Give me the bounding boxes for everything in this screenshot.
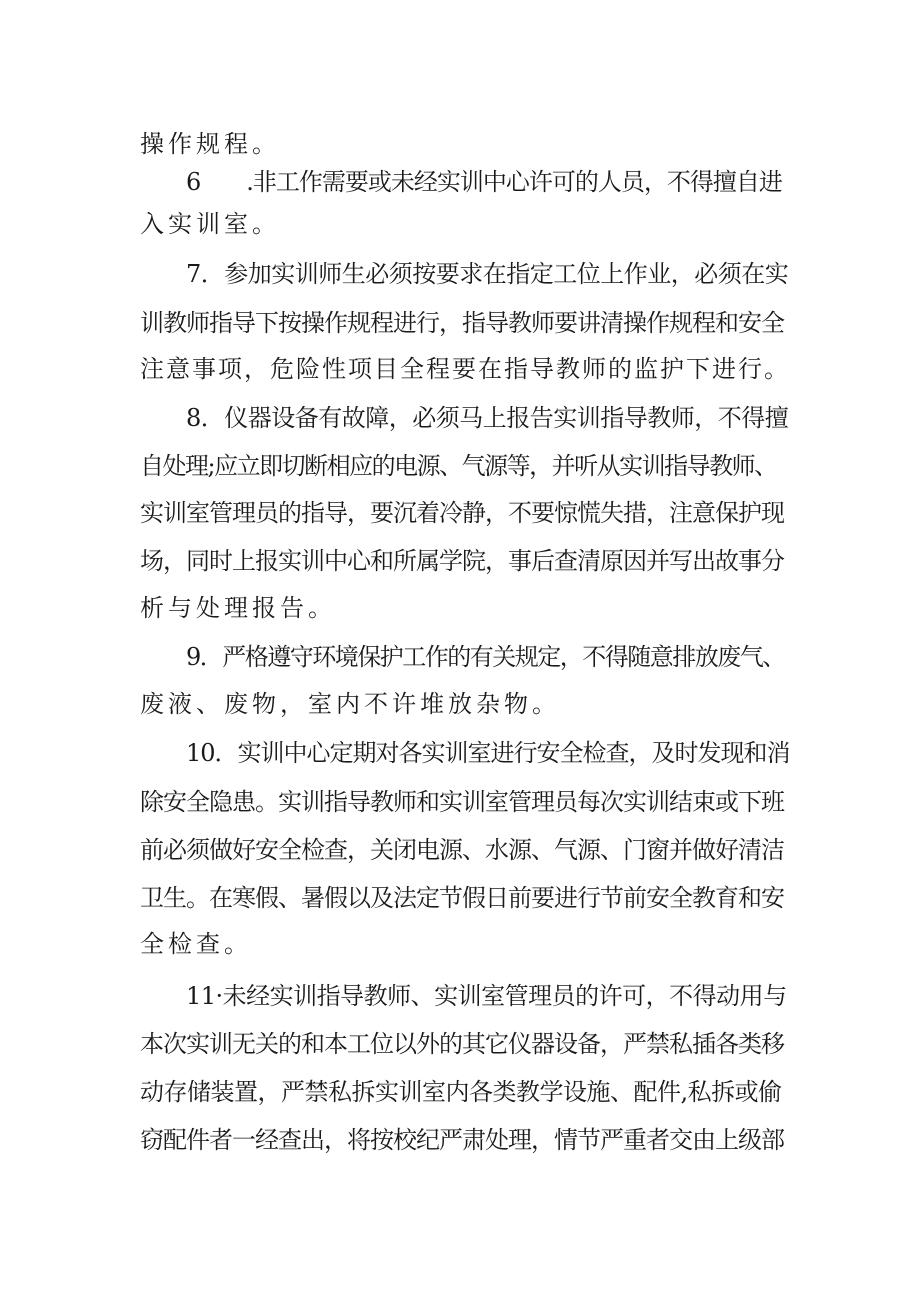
text-line: 本次实训无关的和本工位以外的其它仪器设备，严禁私插各类移 (140, 1030, 784, 1058)
text-line: 实训室管理员的指导，要沉着冷静，不要惊慌失措，注意保护现 (140, 499, 784, 527)
text-line: 卫生。在寒假、暑假以及法定节假日前要进行节前安全教育和安 (140, 884, 784, 912)
text-line: 场，同时上报实训中心和所属学院，事后查清原因并写出故事分 (140, 547, 784, 575)
text-line: 9．严格遵守环境保护工作的有关规定，不得随意排放废气、 (186, 643, 785, 671)
text-line: 析与处理报告。 (140, 594, 336, 622)
text-line: 全检查。 (140, 930, 252, 958)
text-line: 动存储装置，严禁私拆实训室内各类教学设施、配件,私拆或偷 (140, 1078, 782, 1106)
text-line: 入实训室。 (140, 210, 280, 238)
text-line: 除安全隐患。实训指导教师和实训室管理员每次实训结束或下班 (140, 788, 784, 816)
text-line: 6 .非工作需要或未经实训中心许可的人员，不得擅自进 (186, 168, 782, 196)
text-line: 8．仪器设备有故障，必须马上报告实训指导教师，不得擅 (186, 404, 789, 432)
text-line: 废液、废物，室内不许堆放杂物。 (140, 690, 560, 718)
text-line: 训教师指导下按操作规程进行，指导教师要讲清操作规程和安全 (140, 309, 784, 337)
text-line: 7．参加实训师生必须按要求在指定工位上作业，必须在实 (186, 260, 789, 288)
text-line: 注意事项，危险性项目全程要在指导教师的监护下进行。 (140, 355, 790, 383)
text-line: 操作规程。 (140, 130, 280, 158)
text-line: 前必须做好安全检查，关闭电源、水源、气源、门窗并做好清洁 (140, 836, 784, 864)
text-line: 10．实训中心定期对各实训室进行安全检查，及时发现和消 (186, 739, 790, 767)
text-line: 窃配件者一经查出，将按校纪严肃处理，情节严重者交由上级部 (140, 1126, 784, 1154)
text-line: 11·未经实训指导教师、实训室管理员的许可，不得动用与 (186, 982, 787, 1010)
text-line: 自处理;应立即切断相应的电源、气源等，并听从实训指导教师、 (140, 452, 777, 480)
